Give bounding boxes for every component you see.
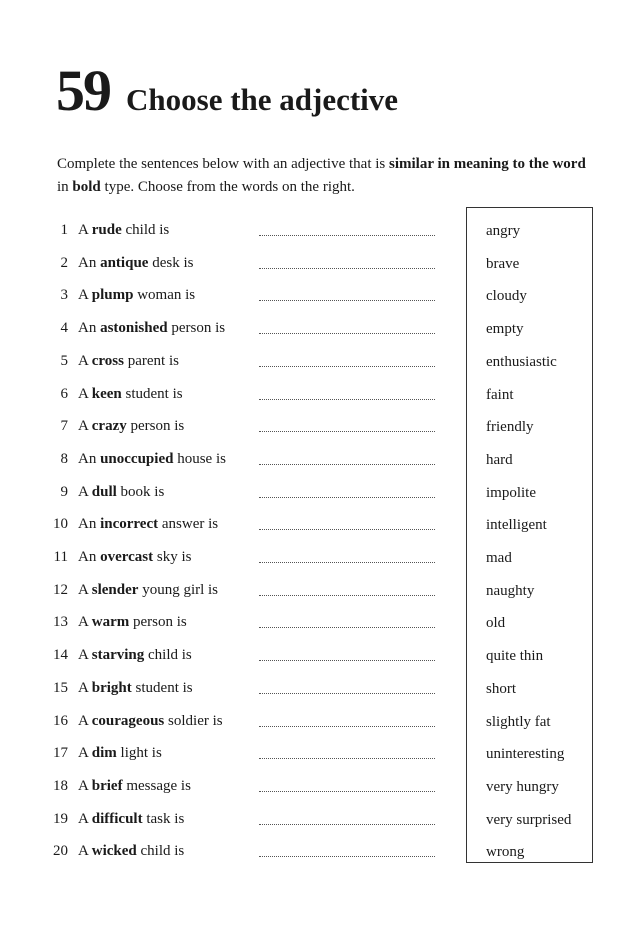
item-rest: child is	[121, 222, 170, 238]
item-rest: soldier is	[164, 712, 223, 729]
exercise-item	[0, 545, 460, 569]
item-bold-word: dim	[91, 745, 117, 762]
answer-blank[interactable]	[259, 399, 435, 400]
exercise-item	[0, 676, 460, 700]
instructions-text-1: Complete the sentences below with an adjective that is	[57, 156, 389, 172]
exercise-item	[0, 251, 460, 275]
item-article: A	[78, 287, 92, 304]
item-article: An	[78, 516, 101, 533]
word-bank-item: intelligent	[486, 517, 547, 534]
word-bank-item: naughty	[486, 582, 535, 599]
item-bold-word: warm	[91, 614, 130, 631]
item-number: 13	[53, 614, 68, 631]
item-rest: message is	[122, 777, 191, 794]
exercise-item	[0, 643, 460, 667]
item-number: 15	[53, 679, 68, 696]
item-sentence	[78, 382, 183, 406]
item-number: 3	[60, 287, 68, 304]
word-bank-item: very hungry	[486, 778, 559, 795]
instructions-bold-word: bold	[72, 179, 101, 195]
page-title: Choose the adjective	[126, 82, 399, 117]
item-bold-word: rude	[91, 222, 122, 238]
item-sentence	[78, 480, 164, 504]
answer-blank[interactable]	[259, 856, 435, 857]
exercise-item	[0, 447, 460, 471]
item-number: 14	[53, 647, 68, 664]
exercise-item	[0, 709, 460, 733]
answer-blank[interactable]	[259, 824, 435, 825]
item-rest: woman is	[133, 287, 196, 304]
item-article: A	[78, 614, 92, 631]
answer-blank[interactable]	[259, 726, 435, 727]
item-rest: parent is	[124, 352, 179, 369]
item-article: A	[78, 810, 92, 827]
item-sentence	[78, 741, 162, 765]
answer-blank[interactable]	[259, 627, 435, 628]
item-article: A	[78, 712, 92, 729]
word-bank-item: brave	[486, 255, 520, 272]
item-bold-word: slender	[91, 581, 139, 598]
exercise-item	[0, 480, 460, 504]
answer-blank[interactable]	[259, 366, 435, 367]
item-number: 12	[53, 581, 68, 598]
item-article: An	[78, 450, 101, 467]
item-number: 16	[53, 712, 68, 729]
item-bold-word: bright	[91, 679, 132, 696]
item-rest: task is	[142, 810, 185, 827]
word-bank-box	[466, 207, 593, 863]
item-bold-word: overcast	[100, 549, 154, 565]
item-number: 11	[53, 549, 68, 565]
item-number: 4	[60, 320, 68, 337]
item-number: 1	[60, 222, 68, 238]
instructions-text-2: in	[57, 179, 73, 195]
item-article: A	[78, 483, 92, 500]
word-bank-item: friendly	[486, 419, 534, 436]
exercise-item	[0, 382, 460, 406]
item-article: A	[78, 777, 92, 794]
item-sentence	[78, 349, 179, 373]
item-article: A	[78, 352, 92, 369]
item-number: 19	[53, 810, 68, 827]
item-bold-word: brief	[91, 777, 123, 794]
instructions-emphasis: similar in meaning to the word	[389, 156, 586, 172]
instructions-text-3: type. Choose from the words on the right.	[100, 179, 355, 195]
exercise-item	[0, 610, 460, 634]
item-sentence	[78, 447, 226, 471]
item-sentence	[78, 283, 195, 307]
item-sentence	[78, 218, 169, 242]
answer-blank[interactable]	[259, 758, 435, 759]
item-sentence	[78, 414, 184, 438]
answer-blank[interactable]	[259, 497, 435, 498]
answer-blank[interactable]	[259, 693, 435, 694]
answer-blank[interactable]	[259, 333, 435, 334]
exercise-item	[0, 218, 460, 242]
word-bank-item: quite thin	[486, 648, 544, 665]
exercise-item	[0, 414, 460, 438]
answer-blank[interactable]	[259, 431, 435, 432]
item-rest: house is	[173, 450, 226, 467]
word-bank-item: cloudy	[486, 288, 527, 305]
word-bank-item: wrong	[486, 844, 525, 861]
item-rest: light is	[116, 745, 162, 762]
item-sentence	[78, 512, 218, 536]
item-number: 17	[53, 745, 68, 762]
item-rest: young girl is	[138, 581, 219, 598]
word-bank-item: angry	[486, 223, 521, 239]
unit-number: 59	[56, 58, 110, 123]
item-bold-word: wicked	[91, 843, 137, 860]
item-number: 5	[60, 352, 68, 369]
item-article: An	[78, 254, 101, 271]
item-rest: child is	[136, 843, 185, 860]
answer-blank[interactable]	[259, 529, 435, 530]
item-sentence	[78, 316, 225, 340]
item-article: A	[78, 679, 92, 696]
item-number: 7	[60, 418, 68, 435]
word-bank-item: slightly fat	[486, 713, 551, 730]
item-sentence	[78, 578, 218, 602]
item-article: An	[78, 549, 101, 565]
word-bank-item: old	[486, 615, 506, 632]
item-sentence	[78, 709, 223, 733]
item-rest: sky is	[153, 549, 192, 565]
word-bank-item: empty	[486, 321, 524, 338]
item-sentence	[78, 676, 193, 700]
item-article: An	[78, 320, 101, 337]
item-sentence	[78, 610, 187, 634]
word-bank-item: faint	[486, 386, 514, 403]
item-sentence	[78, 774, 191, 798]
item-number: 9	[60, 483, 68, 500]
item-rest: book is	[116, 483, 165, 500]
word-bank-item: enthusiastic	[486, 353, 557, 370]
item-bold-word: incorrect	[100, 516, 159, 533]
item-bold-word: dull	[91, 483, 117, 500]
answer-blank[interactable]	[259, 791, 435, 792]
item-bold-word: crazy	[91, 418, 127, 435]
item-bold-word: unoccupied	[100, 450, 174, 467]
exercise-item	[0, 316, 460, 340]
word-bank-item: impolite	[486, 484, 536, 501]
word-bank-item: very surprised	[486, 811, 572, 828]
item-number: 10	[53, 516, 68, 533]
item-bold-word: difficult	[91, 810, 143, 827]
word-bank-item: short	[486, 680, 516, 697]
item-rest: person is	[129, 614, 187, 631]
item-article: A	[78, 418, 92, 435]
item-bold-word: cross	[91, 352, 124, 369]
item-bold-word: plump	[91, 287, 134, 304]
item-bold-word: astonished	[100, 320, 168, 337]
item-rest: desk is	[148, 254, 194, 271]
word-bank-item: uninteresting	[486, 746, 565, 763]
item-sentence	[78, 643, 192, 667]
item-sentence	[78, 251, 193, 275]
item-bold-word: antique	[100, 254, 149, 271]
exercise-item	[0, 578, 460, 602]
item-rest: student is	[131, 679, 193, 696]
item-article: A	[78, 222, 92, 238]
answer-blank[interactable]	[259, 235, 435, 236]
item-bold-word: starving	[91, 647, 145, 664]
item-article: A	[78, 581, 92, 598]
item-number: 20	[53, 843, 68, 860]
item-article: A	[78, 647, 92, 664]
item-bold-word: courageous	[91, 712, 165, 729]
item-sentence	[78, 545, 191, 569]
item-article: A	[78, 843, 92, 860]
item-sentence	[78, 807, 184, 831]
item-rest: person is	[126, 418, 185, 435]
exercise-item	[0, 741, 460, 765]
exercise-item	[0, 512, 460, 536]
exercise-item	[0, 807, 460, 831]
exercise-item	[0, 283, 460, 307]
word-bank-item: hard	[486, 451, 513, 468]
item-number: 6	[60, 385, 68, 402]
item-article: A	[78, 385, 92, 402]
exercise-item	[0, 774, 460, 798]
answer-blank[interactable]	[259, 660, 435, 661]
item-number: 8	[60, 450, 68, 467]
item-number: 2	[60, 254, 68, 271]
answer-blank[interactable]	[259, 562, 435, 563]
exercise-item	[0, 349, 460, 373]
answer-blank[interactable]	[259, 268, 435, 269]
exercise-item	[0, 839, 460, 863]
item-sentence	[78, 839, 184, 863]
item-rest: person is	[167, 320, 226, 337]
item-bold-word: keen	[91, 385, 122, 402]
answer-blank[interactable]	[259, 595, 435, 596]
item-rest: child is	[144, 647, 192, 664]
item-article: A	[78, 745, 92, 762]
item-rest: student is	[121, 385, 183, 402]
word-bank-item: mad	[486, 550, 512, 566]
item-rest: answer is	[158, 516, 219, 533]
answer-blank[interactable]	[259, 300, 435, 301]
answer-blank[interactable]	[259, 464, 435, 465]
item-number: 18	[53, 777, 68, 794]
